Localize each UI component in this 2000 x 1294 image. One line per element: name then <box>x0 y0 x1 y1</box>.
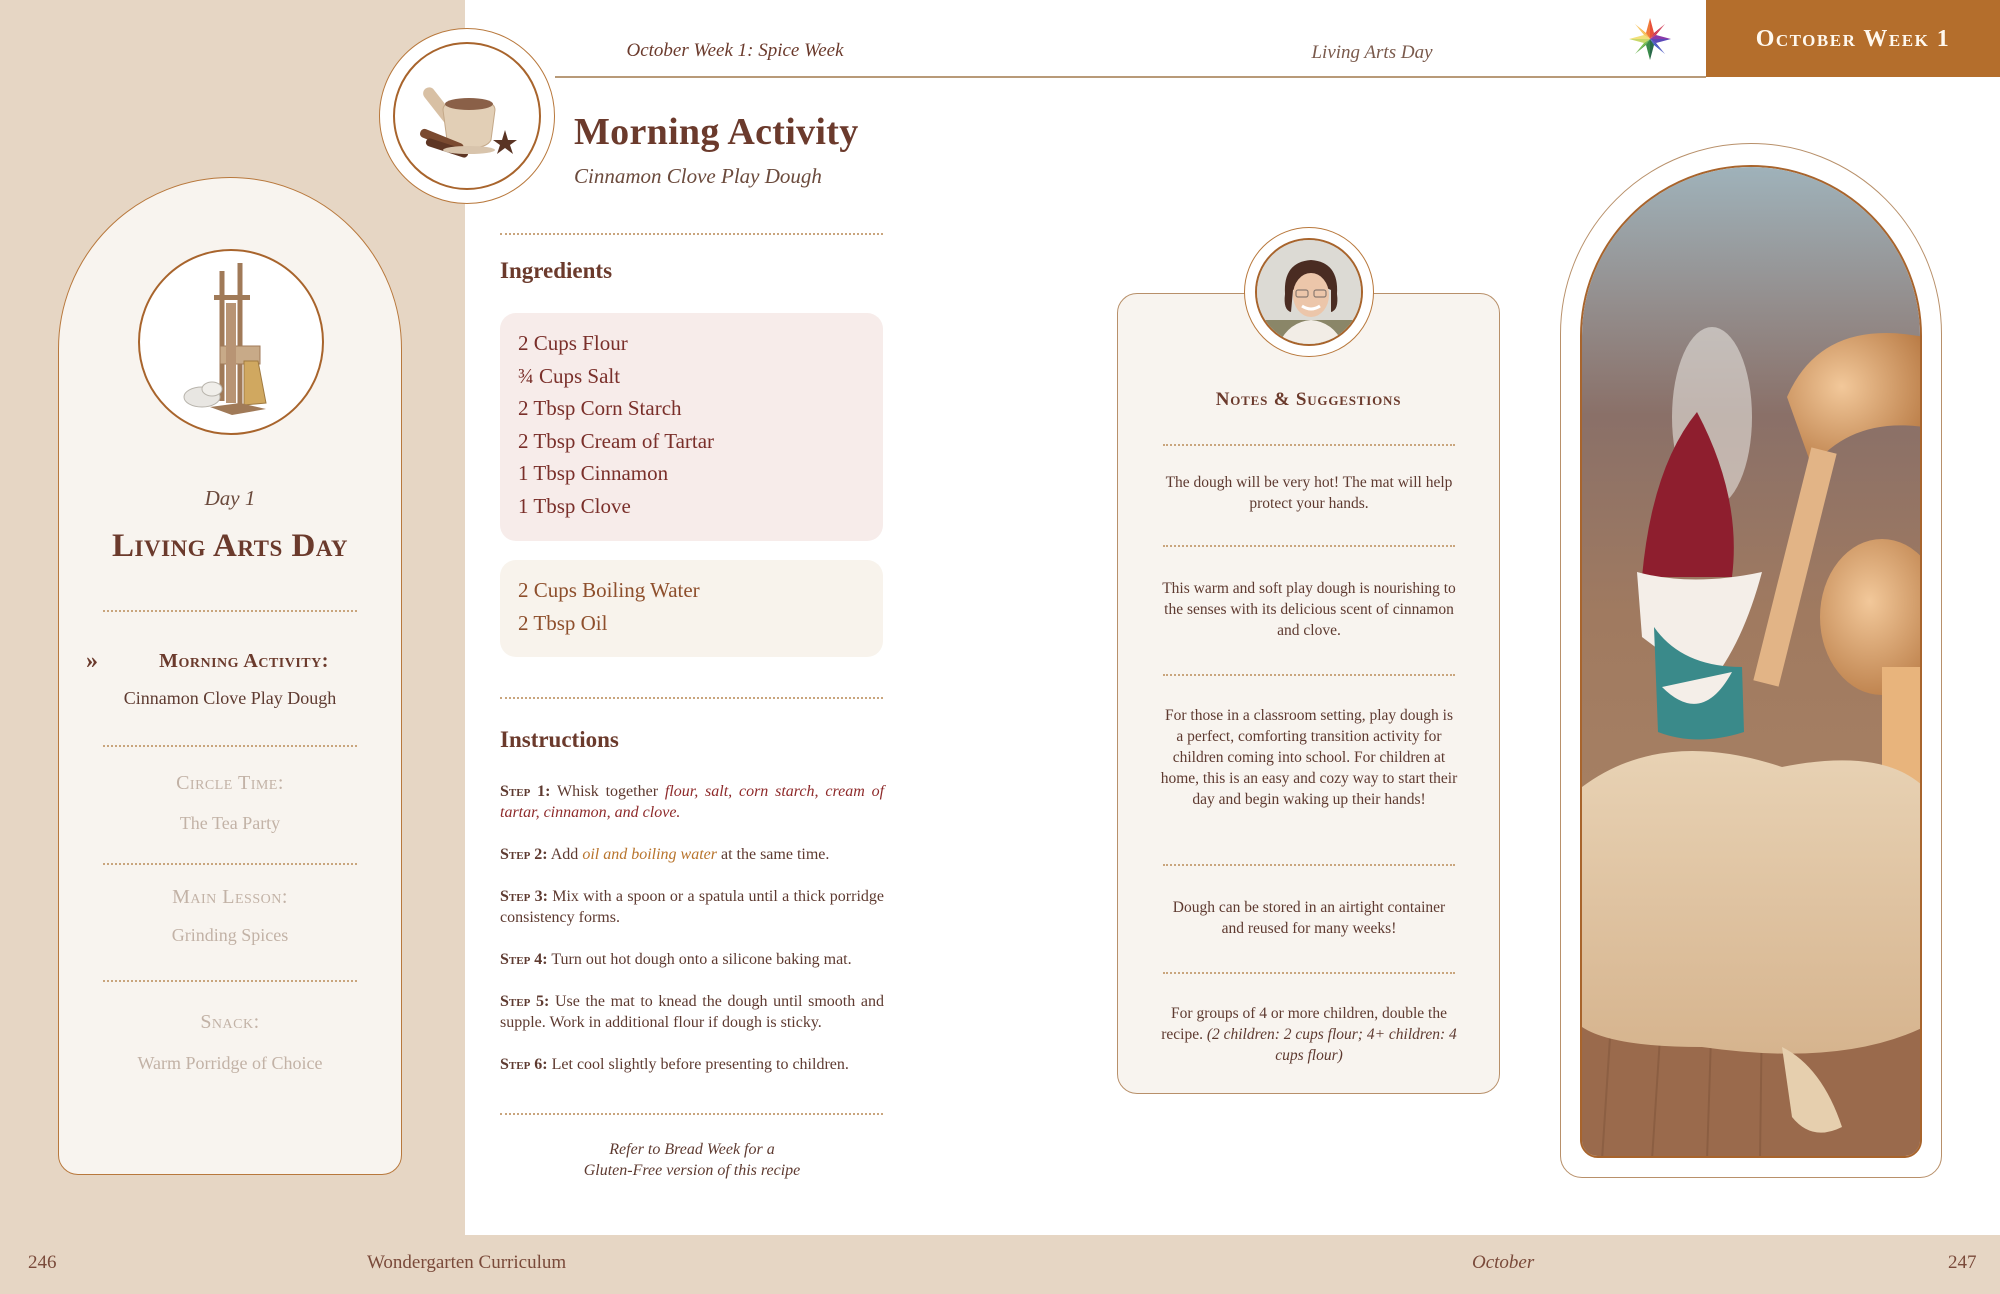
note-item: This warm and soft play dough is nourishing to the senses with its delicious scent of cinnamon and clove. <box>1162 580 1456 639</box>
running-header-day: Living Arts Day <box>1311 42 1433 63</box>
step-2: Step 2: Add oil and boiling water at the same time. <box>500 846 830 863</box>
note-item: The dough will be very hot! The mat will help protect your hands. <box>1165 474 1453 512</box>
footer-book-title: Wondergarten Curriculum <box>367 1252 567 1273</box>
week-tab-label: October Week 1 <box>1755 26 1951 52</box>
gnome-photo-icon <box>1582 167 1922 1158</box>
divider <box>500 1113 883 1115</box>
day-title: Living Arts Day <box>112 528 348 564</box>
ingredient-item: 2 Tbsp Cream of Tartar <box>518 428 715 453</box>
rainbow-star-icon <box>1628 17 1672 61</box>
author-avatar <box>1255 238 1363 346</box>
ingredient-item: 1 Tbsp Clove <box>518 493 631 518</box>
divider <box>1163 864 1455 866</box>
divider <box>500 233 883 235</box>
note-item: For groups of 4 or more children, double the recipe. (2 children: 2 cups flour; 4+ children: 4 cups flour) <box>1161 1005 1457 1064</box>
page-subtitle: Cinnamon Clove Play Dough <box>574 164 822 188</box>
instruction-steps <box>500 781 884 1096</box>
easel-broom-icon <box>140 251 324 435</box>
easel-illustration <box>138 249 324 435</box>
author-portrait-icon <box>1257 240 1363 346</box>
step-4: Step 4: Turn out hot dough onto a silicone baking mat. <box>500 951 852 968</box>
play-dough-gnome-photo <box>1580 165 1922 1158</box>
schedule-heading-main-lesson[interactable]: Main Lesson: <box>172 886 288 908</box>
mortar-pestle-icon <box>395 44 541 190</box>
wet-ingredients-box <box>500 560 883 657</box>
divider <box>103 610 357 612</box>
footer-month: October <box>1472 1252 1535 1273</box>
mortar-pestle-illustration <box>393 42 541 190</box>
ingredient-item: 1 Tbsp Cinnamon <box>518 461 669 485</box>
dry-ingredients-box <box>500 313 883 541</box>
ingredient-item: 2 Cups Flour <box>518 331 628 355</box>
ingredient-item: 2 Cups Boiling Water <box>518 578 700 602</box>
schedule-value-morning[interactable]: Cinnamon Clove Play Dough <box>123 688 337 708</box>
divider <box>103 863 357 865</box>
step-5: Step 5: Use the mat to knead the dough until smooth and supple. Work in additional flour if dough is sticky. <box>500 993 885 1031</box>
schedule-heading-circle-time[interactable]: Circle Time: <box>176 772 284 794</box>
ingredient-item: 2 Tbsp Oil <box>518 610 608 635</box>
divider <box>1163 444 1455 446</box>
step-6: Step 6: Let cool slightly before presenting to children. <box>500 1056 849 1073</box>
step-1: Step 1: Whisk together flour, salt, corn starch, cream of tartar, cinnamon, and clove. <box>500 783 885 821</box>
divider <box>1163 674 1455 676</box>
ingredients-heading: Ingredients <box>500 258 613 283</box>
ingredient-item: ¾ Cups Salt <box>518 363 621 388</box>
divider <box>1163 545 1455 547</box>
schedule-value-circle-time[interactable]: The Tea Party <box>179 813 281 833</box>
schedule-value-main-lesson[interactable]: Grinding Spices <box>171 925 289 945</box>
header-rule <box>555 76 1706 78</box>
day-number: Day 1 <box>204 486 256 510</box>
note-item: Dough can be stored in an airtight container and reused for many weeks! <box>1172 899 1446 937</box>
instructions-heading: Instructions <box>500 727 619 752</box>
page-number-left: 246 <box>28 1252 57 1273</box>
current-item-chevron-icon: » <box>86 648 98 674</box>
divider <box>103 745 357 747</box>
note-item: For those in a classroom setting, play dough is a perfect, comforting transition activity for children coming into school. For children at home, this is an easy and cozy way to start their day and begin waking up their hands! <box>1160 707 1458 808</box>
page-number-right: 247 <box>1948 1252 1977 1273</box>
divider <box>1163 972 1455 974</box>
schedule-heading-snack[interactable]: Snack: <box>200 1011 260 1033</box>
divider <box>500 697 883 699</box>
step-3: Step 3: Mix with a spoon or a spatula until a thick porridge consistency forms. <box>500 888 885 926</box>
notes-title: Notes & Suggestions <box>1215 389 1402 410</box>
footer-band <box>0 1235 2000 1294</box>
ingredient-item: 2 Tbsp Corn Starch <box>518 396 682 420</box>
divider <box>103 980 357 982</box>
page-title: Morning Activity <box>574 111 859 153</box>
running-header-week: October Week 1: Spice Week <box>626 40 844 61</box>
schedule-heading-morning[interactable]: Morning Activity: <box>159 650 329 672</box>
schedule-value-snack[interactable]: Warm Porridge of Choice <box>137 1053 323 1073</box>
gluten-free-note: Refer to Bread Week for a Gluten-Free version of this recipe <box>583 1141 801 1179</box>
